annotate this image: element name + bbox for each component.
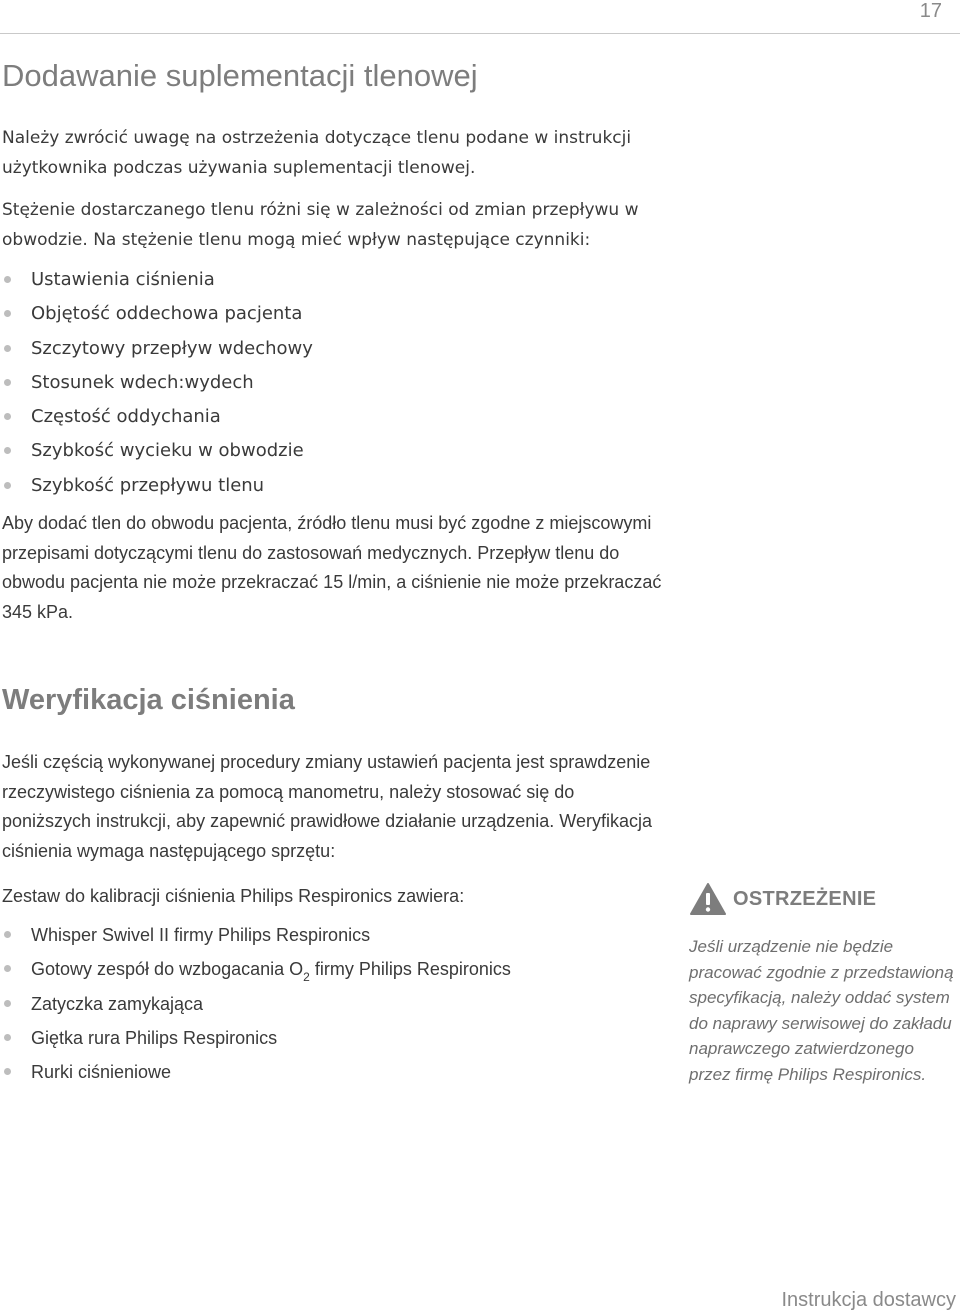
bullet-icon [4, 310, 11, 317]
bullet-icon [4, 379, 11, 386]
section-heading-oxygen: Dodawanie suplementacji tlenowej [2, 58, 478, 93]
oxygen-intro-paragraph: Należy zwrócić uwagę na ostrzeżenia dotyczące tlenu podane w instrukcji użytkownika podczas używania suplementacji tlenowej. [2, 128, 632, 178]
oxygen-requirements-paragraph: Aby dodać tlen do obwodu pacjenta, źródło tlenu musi być zgodne z miejscowymi przepisami dotyczącymi tlenu do zastosowań medycznych. Przepływ tlenu do obwodu pacjenta nie może przekraczać 15 l/min, a ciśnienie nie może przekraczać 345 kPa. [2, 513, 662, 622]
bullet-icon [4, 447, 11, 454]
list-item-label: Rurki ciśnieniowe [31, 1062, 172, 1083]
warning-title: OSTRZEŻENIE [733, 887, 877, 910]
bullet-icon [4, 1000, 11, 1007]
bullet-icon [4, 1034, 11, 1041]
list-item [2, 332, 662, 366]
list-item [2, 1055, 662, 1089]
bullet-icon [4, 931, 11, 938]
warning-text: Jeśli urządzenie nie będzie pracować zgodnie z przedstawioną specyfikacją, należy oddać system do naprawy serwisowej do zakładu naprawczego zatwierdzonego przez firmę Philips Respironics. [689, 937, 954, 1084]
list-item [2, 400, 662, 434]
list-item [2, 366, 662, 400]
list-item-label: Giętka rura Philips Respironics [31, 1027, 278, 1048]
bullet-icon [4, 1068, 11, 1075]
subscript-text: 2 [303, 970, 310, 985]
list-item [2, 952, 662, 986]
list-item [2, 263, 662, 297]
warning-header [689, 880, 959, 918]
oxygen-factors-list [2, 263, 662, 503]
list-item-label: Whisper Swivel II firmy Philips Respironics [31, 925, 371, 945]
list-item [2, 918, 662, 952]
list-item [2, 469, 662, 503]
bullet-icon [4, 276, 11, 283]
list-item-label: Szybkość przepływu tlenu [31, 474, 265, 496]
oxygen-concentration-paragraph: Stężenie dostarczanego tlenu różni się w zależności od zmian przepływu w obwodzie. Na stężenie tlenu mogą mieć wpływ następujące czynniki: [2, 200, 639, 250]
pressure-intro-paragraph: Jeśli częścią wykonywanej procedury zmiany ustawień pacjenta jest sprawdzenie rzeczywistego ciśnienia za pomocą manometru, należy stosować się do poniższych instrukcji, aby zapewnić prawidłowe działanie urządzenia. Weryfikacja ciśnienia wymaga następującego sprzętu: [2, 752, 652, 861]
list-item-label: Szybkość wycieku w obwodzie [31, 440, 304, 462]
warning-box [689, 880, 959, 1087]
list-item [2, 434, 662, 468]
bullet-icon [4, 413, 11, 420]
list-item-label: Szczytowy przepływ wdechowy [31, 337, 313, 359]
list-item [2, 1021, 662, 1055]
section-heading-pressure: Weryfikacja ciśnienia [2, 684, 295, 716]
list-item-label: Gotowy zespół do wzbogacania O [31, 959, 304, 980]
list-item [2, 987, 662, 1021]
bullet-icon [4, 345, 11, 352]
list-item-label: Stosunek wdech:wydech [31, 371, 254, 393]
list-item-label: Ustawienia ciśnienia [31, 269, 215, 290]
list-item-label: Objętość oddechowa pacjenta [31, 303, 303, 325]
list-item-label-suffix: firmy Philips Respironics [309, 959, 511, 980]
kit-items-list [2, 918, 662, 1089]
list-item-label: Częstość oddychania [31, 406, 221, 428]
warning-triangle-icon [689, 882, 727, 916]
bullet-icon [4, 965, 11, 972]
list-item [2, 297, 662, 331]
bullet-icon [4, 482, 11, 489]
page-number: 17 [919, 0, 942, 22]
kit-intro-paragraph: Zestaw do kalibracji ciśnienia Philips Respironics zawiera: [2, 886, 465, 906]
header-rule [0, 33, 960, 34]
list-item-label: Zatyczka zamykająca [31, 993, 204, 1014]
footer-label: Instrukcja dostawcy [781, 1289, 956, 1311]
